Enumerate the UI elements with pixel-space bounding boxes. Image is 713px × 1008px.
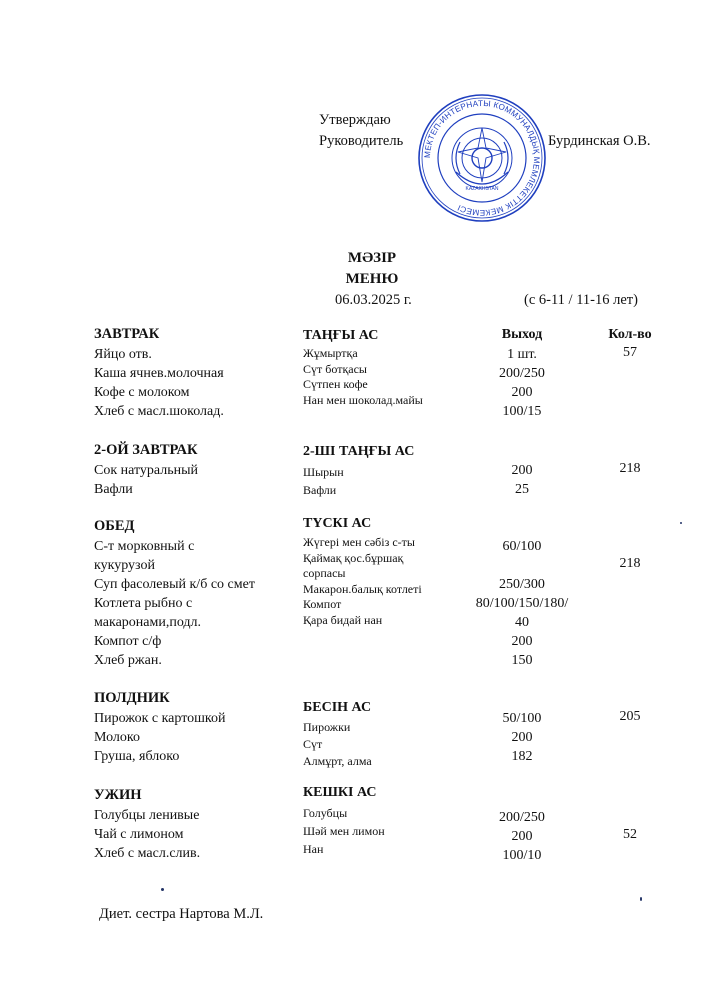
- dish-ru: Хлеб с масл.слив.: [94, 846, 201, 861]
- dish-kz: Компот: [303, 597, 342, 611]
- dish-ru: Молоко: [94, 730, 140, 745]
- position-label: Руководитель: [319, 133, 404, 149]
- section-title-ru: ОБЕД: [94, 518, 135, 534]
- portion-output: [467, 556, 577, 575]
- dish-ru: Суп фасолевый к/б со смет: [94, 577, 255, 592]
- dish-ru: Компот с/ф: [94, 634, 162, 649]
- dish-kz: Шәй мен лимон: [303, 824, 385, 838]
- portion-output: 200/250: [499, 810, 545, 825]
- dish-ru: Каша ячнев.молочная: [94, 366, 224, 381]
- portion-count: 218: [619, 556, 641, 571]
- portion-output: 200: [511, 829, 533, 844]
- section-title-kz: БЕСІН АС: [303, 700, 372, 715]
- portion-output: 182: [511, 749, 533, 764]
- menu-title-ru: МЕНЮ: [345, 271, 399, 287]
- menu-date: 06.03.2025 г.: [335, 292, 412, 308]
- scan-speck: [640, 897, 642, 901]
- dish-kz: Голубцы: [303, 806, 348, 820]
- dish-ru: Груша, яблоко: [94, 749, 180, 764]
- dish-ru: Кофе с молоком: [94, 385, 190, 400]
- portion-output: 200/250: [499, 366, 545, 381]
- output-column-header: Выход: [501, 327, 543, 342]
- scan-speck: [161, 888, 164, 891]
- dish-kz: Шырын: [303, 465, 344, 479]
- dish-kz: Сүт: [303, 737, 323, 751]
- portion-output: 60/100: [502, 539, 542, 554]
- age-group: (с 6-11 / 11-16 лет): [524, 292, 638, 308]
- dish-ru: Вафли: [94, 482, 133, 497]
- section-title-ru: ПОЛДНИК: [94, 690, 170, 706]
- portion-output: 80/100/150/180/: [475, 596, 569, 611]
- dish-ru: кукурузой: [94, 558, 155, 573]
- scan-speck: [680, 522, 682, 524]
- dish-kz: Нан мен шоколад.майы: [303, 392, 423, 407]
- section-title-kz: ТАҢҒЫ АС: [303, 328, 379, 343]
- portion-count: 57: [623, 345, 637, 360]
- portion-output: 200: [511, 634, 533, 649]
- dish-kz: Қара бидай нан: [303, 612, 383, 627]
- dish-kz: Сүтпен кофе: [303, 377, 368, 391]
- section-title-ru: ЗАВТРАК: [94, 326, 160, 342]
- portion-count: 52: [623, 827, 637, 842]
- dish-kz: Макарон.балық котлеті: [303, 581, 422, 596]
- dish-kz: Жүгері мен сәбіз с-ты: [303, 535, 415, 549]
- dish-kz: сорпасы: [303, 566, 346, 580]
- portion-count: 218: [619, 461, 641, 476]
- dish-kz: Жұмыртқа: [303, 346, 358, 360]
- dish-ru: Хлеб ржан.: [94, 653, 162, 668]
- seal-ring-text: МЕКТЕП-ИНТЕРНАТЫ КОММУНАЛДЫҚ МЕМЛЕКЕТТІК МЕКЕМЕСІ: [422, 98, 542, 218]
- portion-count: 205: [619, 709, 641, 724]
- dish-kz: Вафли: [303, 483, 337, 497]
- portion-output: 250/300: [499, 577, 545, 592]
- svg-text:МЕКТЕП-ИНТЕРНАТЫ КОММУНАЛДЫҚ М: [423, 99, 541, 217]
- portion-output: 100/15: [502, 404, 542, 419]
- seal-center-text: KAZAKHSTAN: [465, 186, 499, 192]
- dish-ru: Пирожок с картошкой: [94, 711, 226, 726]
- dish-ru: Хлеб с масл.шоколад.: [94, 404, 224, 419]
- dish-kz: Қаймақ қос.бұршақ: [303, 550, 404, 565]
- portion-output: 100/10: [502, 848, 542, 863]
- dish-kz: Сүт ботқасы: [303, 361, 367, 376]
- portion-output: 150: [511, 653, 533, 668]
- portion-output: 50/100: [502, 711, 542, 726]
- portion-output: 200: [511, 730, 533, 745]
- dish-kz: Алмұрт, алма: [303, 754, 372, 768]
- portion-output: 1 шт.: [507, 347, 537, 362]
- official-seal: [416, 92, 548, 224]
- dish-ru: Сок натуральный: [94, 463, 199, 478]
- dish-kz: Нан: [303, 842, 324, 856]
- section-title-kz: КЕШКІ АС: [303, 785, 377, 800]
- dietitian-signature: Диет. сестра Нартова М.Л.: [99, 906, 264, 922]
- dish-ru: С-т морковный с: [94, 539, 195, 554]
- dish-ru: Голубцы ленивые: [94, 808, 200, 823]
- dish-ru: Котлета рыбно с: [94, 596, 193, 611]
- approve-label: Утверждаю: [319, 112, 391, 128]
- portion-output: 200: [511, 385, 533, 400]
- dish-ru: Чай с лимоном: [94, 827, 184, 842]
- dish-ru: Яйцо отв.: [94, 347, 152, 362]
- section-title-ru: 2-ОЙ ЗАВТРАК: [94, 442, 198, 458]
- section-title-kz: ТҮСКІ АС: [303, 516, 372, 531]
- section-title-kz: 2-ШІ ТАҢҒЫ АС: [303, 444, 415, 459]
- menu-title-kz: МӘЗІР: [347, 250, 397, 266]
- portion-output: 40: [515, 615, 529, 630]
- portion-output: 25: [515, 482, 529, 497]
- section-title-ru: УЖИН: [94, 787, 142, 803]
- dish-kz: Пирожки: [303, 720, 351, 734]
- dish-ru: макаронами,подл.: [94, 615, 202, 630]
- portion-output: 200: [511, 463, 533, 478]
- director-name: Бурдинская О.В.: [548, 133, 651, 149]
- qty-column-header: Кол-во: [608, 327, 652, 342]
